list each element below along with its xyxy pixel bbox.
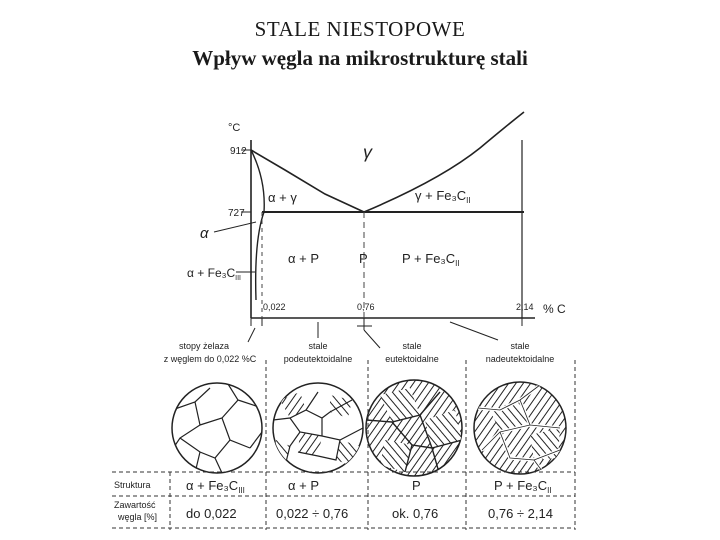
temp-727: 727	[228, 208, 245, 219]
category-1-line2: z węglem do 0,022 %C	[163, 354, 257, 364]
p-fe3c-label: $P + Fe_3C_{II}$	[402, 251, 460, 268]
micrograph-hypereutectoid	[474, 382, 566, 475]
alpha-label: α	[200, 225, 209, 242]
structure-cell-1: $\alpha + Fe_3C_{III}$	[186, 478, 245, 495]
alpha-fe3c-label: $\alpha + Fe_3C_{III}$	[187, 266, 242, 282]
carbon-cell-1: do 0,022	[186, 506, 237, 521]
structure-cell-3: P	[412, 478, 421, 493]
category-4-line1: stale	[510, 341, 530, 351]
connector-1	[248, 328, 255, 342]
connector-4	[450, 322, 498, 340]
category-2-line1: stale	[308, 341, 328, 351]
micrograph-ferrite	[172, 383, 262, 473]
page-subtitle: Wpływ węgla na mikrostrukturę stali	[192, 46, 528, 70]
micrograph-eutectoid	[366, 380, 462, 476]
category-3-line2: eutektoidalne	[385, 354, 439, 364]
page-title: STALE NIESTOPOWE	[254, 17, 466, 41]
category-2-line2: podeutektoidalne	[283, 354, 353, 364]
alpha-gamma-boundary	[251, 150, 264, 212]
micrograph-hypoeutectoid	[273, 383, 363, 473]
category-3-line1: stale	[402, 341, 422, 351]
x-076: 0,76	[357, 302, 375, 312]
x-0022: 0,022	[263, 302, 286, 312]
carbon-cell-4: 0,76 ÷ 2,14	[488, 506, 553, 521]
category-1-line1: stopy żelaza	[178, 341, 230, 351]
row-carbon-label-2: węgla [%]	[118, 512, 158, 522]
structure-cell-4: $P + Fe_3C_{II}$	[494, 478, 552, 495]
temp-912: 912	[230, 146, 247, 157]
solvus-line	[256, 212, 264, 300]
x-unit: % C	[543, 302, 566, 316]
x-214: 2,14	[516, 302, 534, 312]
alpha-p-label: α + P	[288, 251, 320, 266]
gamma-label: γ	[363, 142, 372, 162]
p-label: P	[359, 251, 368, 266]
y-unit: °C	[228, 122, 241, 134]
alpha-gamma-label: α + γ	[268, 190, 297, 205]
carbon-cell-3: ok. 0,76	[392, 506, 439, 521]
category-4-line2: nadeutektoidalne	[485, 354, 555, 364]
row-structure-label: Struktura	[114, 480, 151, 490]
connector-3	[364, 330, 380, 348]
row-carbon-label-1: Zawartość	[114, 500, 156, 510]
structure-cell-2: α + P	[288, 478, 320, 493]
gamma-fe3c-label: $\gamma + Fe_3C_{II}$	[415, 188, 471, 205]
alpha-leader	[214, 222, 256, 232]
carbon-cell-2: 0,022 ÷ 0,76	[276, 506, 349, 521]
